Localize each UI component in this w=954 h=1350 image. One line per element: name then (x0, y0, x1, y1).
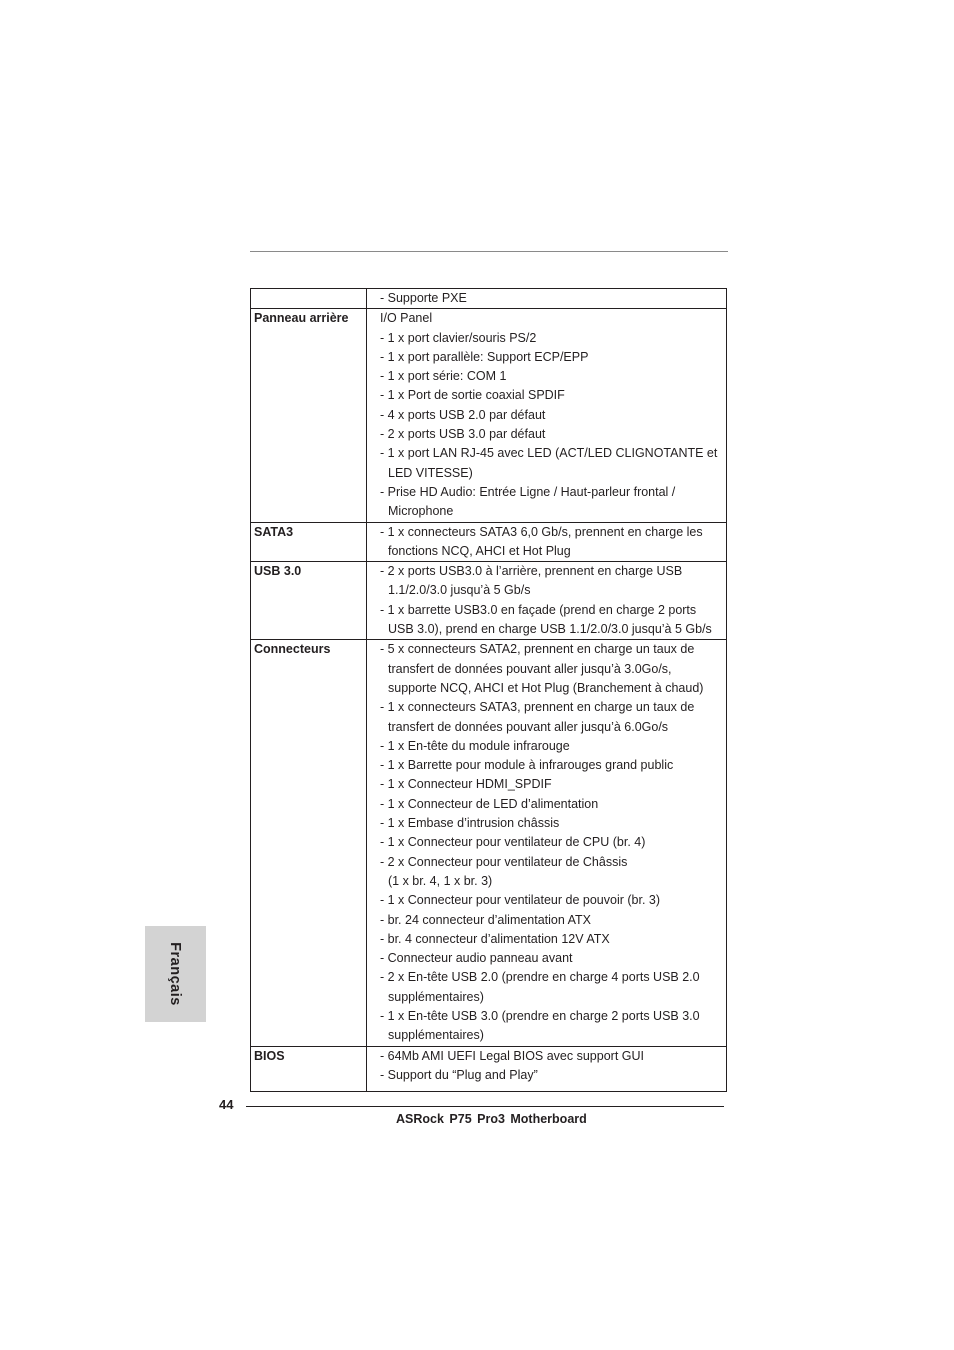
spec-line: (1 x br. 4, 1 x br. 3) (388, 873, 493, 888)
spec-label: Panneau arrière (251, 309, 367, 522)
footer-rule (246, 1106, 724, 1107)
spec-line: Microphone (388, 504, 454, 519)
spec-row (251, 289, 727, 309)
spec-line: - 1 x Connecteur de LED d’alimentation (380, 796, 599, 811)
spec-content (367, 640, 727, 1046)
spec-line: supplémentaires) (388, 1028, 484, 1043)
spec-line: - 1 x Port de sortie coaxial SPDIF (380, 388, 565, 403)
spec-row (251, 640, 727, 1046)
spec-line: - 1 x En-tête du module infrarouge (380, 738, 570, 753)
spec-line: - br. 24 connecteur d’alimentation ATX (380, 912, 591, 927)
spec-line: - 1 x Connecteur pour ventilateur de CPU (br. 4) (380, 835, 646, 850)
spec-line: - 1 x connecteurs SATA3 6,0 Gb/s, prennent en charge les (380, 524, 703, 539)
spec-line: - 1 x Connecteur pour ventilateur de pouvoir (br. 3) (380, 893, 661, 908)
spec-line: I/O Panel (380, 311, 433, 326)
spec-line: - 4 x ports USB 2.0 par défaut (380, 407, 546, 422)
spec-line: - 1 x Connecteur HDMI_SPDIF (380, 777, 552, 792)
spec-label: USB 3.0 (251, 562, 367, 640)
spec-content (367, 289, 727, 309)
spec-label: BIOS (251, 1046, 367, 1092)
spec-line: - br. 4 connecteur d’alimentation 12V ATX (380, 931, 610, 946)
top-rule (250, 251, 728, 252)
spec-row (251, 309, 727, 522)
spec-label (251, 289, 367, 309)
spec-line: - 1 x port parallèle: Support ECP/EPP (380, 349, 589, 364)
spec-row (251, 522, 727, 562)
spec-table (250, 288, 727, 1092)
spec-line: - 1 x Barrette pour module à infrarouges grand public (380, 758, 674, 773)
spec-line: - 5 x connecteurs SATA2, prennent en charge un taux de (380, 642, 695, 657)
spec-line: - Prise HD Audio: Entrée Ligne / Haut-parleur frontal / (380, 484, 676, 499)
spec-line: - 1 x connecteurs SATA3, prennent en charge un taux de (380, 700, 695, 715)
spec-line: supporte NCQ, AHCI et Hot Plug (Branchement à chaud) (388, 680, 704, 695)
spec-table-body (251, 289, 727, 1092)
spec-line: - 1 x port série: COM 1 (380, 369, 507, 384)
footer-title: ASRock P75 Pro3 Motherboard (396, 1112, 587, 1126)
spacer (380, 1085, 726, 1091)
spec-line: - Connecteur audio panneau avant (380, 951, 573, 966)
spec-line: - 1 x barrette USB3.0 en façade (prend en charge 2 ports (380, 602, 697, 617)
page-number: 44 (219, 1097, 234, 1112)
spec-content (367, 1046, 727, 1092)
spec-line: - Supporte PXE (380, 291, 467, 305)
spec-content (367, 562, 727, 640)
language-tab (145, 926, 206, 1022)
spec-line: - 1 x Embase d’intrusion châssis (380, 816, 560, 831)
spec-line: LED VITESSE) (388, 465, 473, 480)
spec-line: - 2 x ports USB 3.0 par défaut (380, 427, 546, 442)
spec-line: - 1 x port LAN RJ-45 avec LED (ACT/LED CLIGNOTANTE et (380, 446, 718, 461)
spec-line: - 2 x En-tête USB 2.0 (prendre en charge 4 ports USB 2.0 (380, 970, 700, 985)
spec-content (367, 309, 727, 522)
spec-line: - 1 x En-tête USB 3.0 (prendre en charge 2 ports USB 3.0 (380, 1008, 700, 1023)
spec-line: fonctions NCQ, AHCI et Hot Plug (388, 543, 571, 558)
language-tab-label: Français (167, 942, 183, 1006)
spec-line: - 64Mb AMI UEFI Legal BIOS avec support GUI (380, 1048, 644, 1063)
spec-label: Connecteurs (251, 640, 367, 1046)
spec-label: SATA3 (251, 522, 367, 562)
spec-row (251, 562, 727, 640)
spec-line: - Support du “Plug and Play” (380, 1067, 538, 1082)
spec-line: - 1 x port clavier/souris PS/2 (380, 330, 537, 345)
spec-line: USB 3.0), prend en charge USB 1.1/2.0/3.0 jusqu’à 5 Gb/s (388, 622, 712, 637)
spec-line: supplémentaires) (388, 989, 484, 1004)
spec-line: - 2 x Connecteur pour ventilateur de Châssis (380, 854, 628, 869)
spec-row (251, 1046, 727, 1092)
spec-line: transfert de données pouvant aller jusqu’à 6.0Go/s (388, 719, 669, 734)
spec-content (367, 522, 727, 562)
spec-line: - 2 x ports USB3.0 à l’arrière, prennent en charge USB (380, 564, 683, 579)
spec-line: transfert de données pouvant aller jusqu’à 3.0Go/s, (388, 661, 672, 676)
spec-line: 1.1/2.0/3.0 jusqu’à 5 Gb/s (388, 583, 531, 598)
